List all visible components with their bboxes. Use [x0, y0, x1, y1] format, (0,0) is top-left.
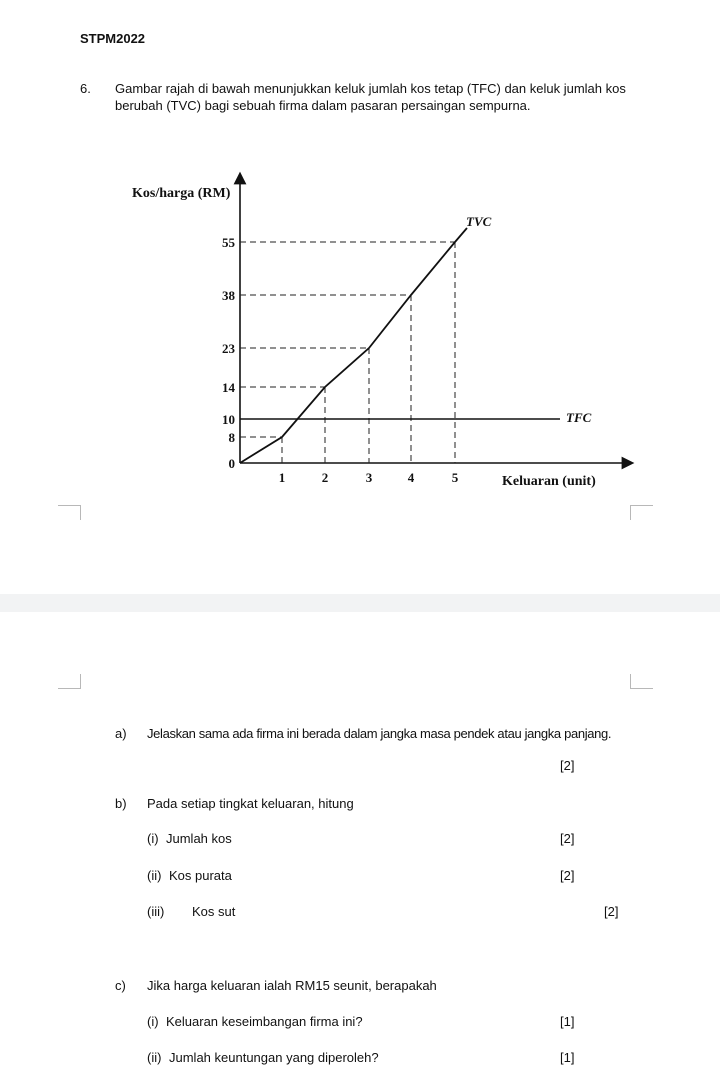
part-a-label: a)	[115, 726, 127, 741]
part-b-iii-label: (iii)	[147, 904, 165, 919]
crop-mark	[58, 674, 81, 689]
part-b-ii-marks: [2]	[560, 868, 575, 883]
part-b-iii-marks: [2]	[604, 904, 619, 919]
tfc-series-label: TFC	[566, 410, 592, 425]
tvc-series-label: TVC	[466, 214, 492, 229]
exam-code: STPM2022	[80, 31, 146, 46]
y-tick-label: 10	[222, 412, 235, 427]
x-tick-label: 3	[365, 470, 373, 485]
part-b-iii-text: Kos sut	[192, 904, 236, 919]
part-c-ii-marks: [1]	[560, 1050, 575, 1065]
y-tick-label: 55	[222, 235, 235, 250]
page-gap	[0, 594, 720, 612]
part-c-label: c)	[115, 978, 126, 993]
part-b-i-marks: [2]	[560, 831, 575, 846]
part-b-i-text: Jumlah kos	[166, 831, 232, 846]
x-tick-label: 2	[321, 470, 329, 485]
question-intro-line-2: berubah (TVC) bagi sebuah firma dalam pasaran persaingan sempurna.	[115, 98, 531, 113]
part-c-i-marks: [1]	[560, 1014, 575, 1029]
part-a-text: Jelaskan sama ada firma ini berada dalam jangka masa pendek atau jangka panjang.	[147, 726, 612, 741]
x-tick-label: 1	[278, 470, 286, 485]
crop-mark	[58, 505, 81, 520]
part-b-label: b)	[115, 796, 127, 811]
x-tick-label: 4	[407, 470, 415, 485]
y-tick-label: 14	[222, 380, 235, 395]
question-number: 6.	[80, 81, 91, 96]
crop-mark	[630, 505, 653, 520]
part-a-marks: [2]	[560, 758, 575, 773]
y-tick-label: 0	[228, 456, 235, 471]
y-tick-label: 8	[228, 430, 235, 445]
x-axis-label: Keluaran (unit)	[502, 474, 596, 489]
y-tick-label: 38	[222, 288, 235, 303]
part-c-i-text: Keluaran keseimbangan firma ini?	[166, 1014, 363, 1029]
x-tick-label: 5	[451, 470, 459, 485]
part-b-i-label: (i)	[147, 831, 159, 846]
part-b-ii-text: Kos purata	[169, 868, 232, 883]
part-c-i-label: (i)	[147, 1014, 159, 1029]
part-c-text: Jika harga keluaran ialah RM15 seunit, berapakah	[147, 978, 437, 993]
part-b-text: Pada setiap tingkat keluaran, hitung	[147, 796, 354, 811]
part-c-ii-text: Jumlah keuntungan yang diperoleh?	[169, 1050, 379, 1065]
crop-mark	[630, 674, 653, 689]
part-c-ii-label: (ii)	[147, 1050, 162, 1065]
y-tick-label: 23	[222, 341, 235, 356]
y-axis-label: Kos/harga (RM)	[132, 186, 231, 201]
tvc-line	[240, 228, 467, 463]
part-b-ii-label: (ii)	[147, 868, 162, 883]
question-intro-line-1: Gambar rajah di bawah menunjukkan keluk jumlah kos tetap (TFC) dan keluk jumlah kos	[115, 81, 626, 96]
